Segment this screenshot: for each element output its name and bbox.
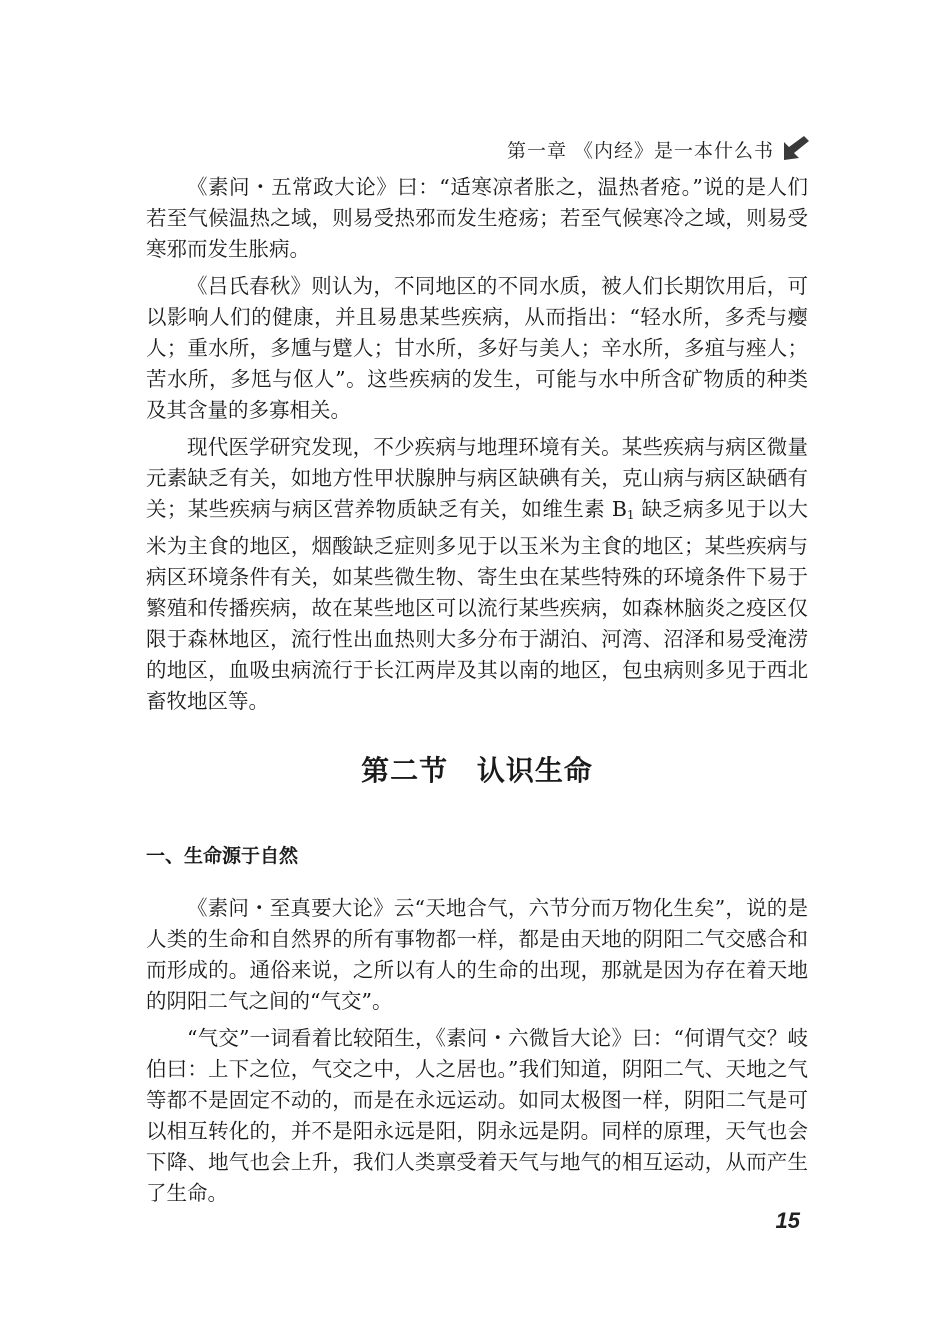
page-number: 15 — [775, 1208, 800, 1233]
paragraph: “气交”一词看着比较陌生，《素问・六微旨大论》曰：“何谓气交？岐伯曰：上下之位，气交之中，人之居也。”我们知道，阴阳二气、天地之气等都不是固定不动的，而是在永远运动。如同太极图一样，阴阳二气是可以相互转化的，并不是阳永远是阳，阴永远是阴。同样的原理，天气也会下降、地气也会上升，我们人类禀受着天气与地气的相互运动，从而产生了生命。 — [146, 1026, 808, 1205]
subscript: 1 — [626, 508, 635, 522]
paragraph: 《吕氏春秋》则认为，不同地区的不同水质，被人们长期饮用后，可以影响人们的健康，并且易患某些疾病，从而指出：“轻水所，多秃与瘿人；重水所，多尰与躄人；甘水所，多好与美人；辛水所，多疽与痤人；苦水所，多尪与伛人”。这些疾病的发生，可能与水中所含矿物质的种类及其含量的多寡相关。 — [146, 274, 808, 422]
section-title: 第二节 认识生命 — [361, 754, 593, 787]
running-header — [490, 134, 810, 164]
chapter-title: 第一章 《内经》是一本什么书 — [506, 139, 774, 162]
sub-section-title: 一、生命源于自然 — [146, 845, 299, 867]
corner-arrow-icon — [782, 136, 810, 162]
paragraph: 《素问・五常政大论》曰：“适寒凉者胀之，温热者疮。”说的是人们若至气候温热之域，则易受热邪而发生疮疡；若至气候寒冷之域，则易受寒邪而发生胀病。 — [146, 175, 808, 261]
page-body — [146, 172, 808, 1215]
paragraph: 《素问・至真要大论》云“天地合气，六节分而万物化生矣”，说的是人类的生命和自然界的所有事物都一样，都是由天地的阴阳二气交感合和而形成的。通俗来说，之所以有人的生命的出现，那就是因为存在着天地的阴阳二气之间的“气交”。 — [146, 896, 808, 1013]
paragraph-text: 现代医学研究发现，不少疾病与地理环境有关。某些疾病与病区微量元素缺乏有关，如地方性甲状腺肿与病区缺碘有关，克山病与病区缺硒有关；某些疾病与病区营养物质缺乏有关，如维生素 B — [146, 435, 808, 521]
paragraph-text: 缺乏病多见于以大米为主食的地区，烟酸缺乏症则多见于以玉米为主食的地区；某些疾病与病区环境条件有关，如某些微生物、寄生虫在某些特殊的环境条件下易于繁殖和传播疾病，故在某些地区可以流行某些疾病，如森林脑炎之疫区仅限于森林地区，流行性出血热则大多分布于湖泊、河湾、沼泽和易受淹涝的地区，血吸虫病流行于长江两岸及其以南的地区，包虫病则多见于西北畜牧地区等。 — [146, 497, 808, 713]
paragraph-modern-medicine — [146, 432, 808, 717]
